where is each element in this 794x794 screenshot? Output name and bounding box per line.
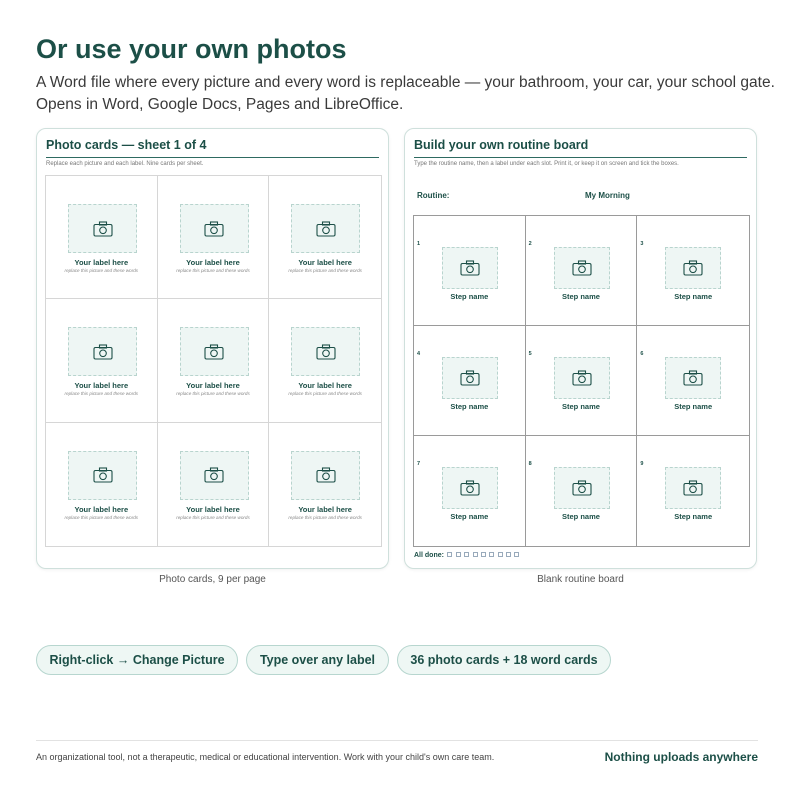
routine-grid: [413, 215, 750, 547]
all-done-label: All done:: [414, 552, 444, 559]
photo-placeholder[interactable]: [554, 247, 610, 289]
card-label[interactable]: Your label here: [298, 258, 352, 267]
photo-card[interactable]: [269, 423, 381, 546]
card-hint: replace this picture and these words: [288, 514, 362, 520]
tick-checkbox[interactable]: [498, 552, 503, 557]
photo-card[interactable]: [158, 299, 270, 422]
slot-number: 7: [417, 461, 421, 467]
slot-number: 1: [417, 241, 421, 247]
routine-slot[interactable]: [526, 326, 638, 436]
photo-placeholder[interactable]: [442, 357, 498, 399]
tick-checkbox[interactable]: [447, 552, 452, 557]
card-label[interactable]: Your label here: [186, 258, 240, 267]
page-title: Or use your own photos: [36, 34, 347, 64]
step-label[interactable]: Step name: [674, 292, 713, 301]
camera-icon: [572, 370, 592, 386]
step-label[interactable]: Step name: [674, 402, 713, 411]
card-hint: replace this picture and these words: [64, 514, 139, 520]
photo-placeholder[interactable]: [291, 451, 360, 500]
footer-privacy-note: Nothing uploads anywhere: [604, 750, 758, 764]
card-label[interactable]: Your label here: [186, 381, 240, 391]
routine-board-panel: [404, 128, 757, 569]
pill-type-over-label: Type over any label: [246, 645, 389, 675]
photo-placeholder[interactable]: [68, 327, 137, 376]
photo-cards-grid: [45, 175, 382, 547]
card-hint: replace this picture and these words: [288, 391, 362, 397]
camera-icon: [460, 260, 480, 276]
tick-checkbox[interactable]: [489, 552, 494, 557]
photo-placeholder[interactable]: [442, 467, 498, 509]
card-hint: replace this picture and these words: [176, 514, 250, 520]
card-label[interactable]: Your label here: [74, 381, 129, 391]
photo-cards-note: Replace each picture and each label. Nine cards per sheet.: [46, 161, 204, 167]
step-label[interactable]: Step name: [674, 512, 713, 521]
footer-disclaimer: An organizational tool, not a therapeutic, medical or educational intervention. Work with your child's own care team.: [36, 752, 495, 762]
camera-icon: [93, 344, 113, 360]
card-label[interactable]: Your label here: [74, 504, 129, 514]
camera-icon: [204, 221, 224, 237]
step-label[interactable]: Step name: [562, 402, 600, 411]
routine-board-caption: Blank routine board: [537, 574, 624, 585]
routine-slot[interactable]: [526, 216, 638, 326]
routine-slot[interactable]: [637, 436, 749, 546]
step-label[interactable]: Step name: [450, 292, 489, 301]
photo-placeholder[interactable]: [442, 247, 498, 289]
slot-number: 2: [528, 241, 532, 247]
routine-board-title: Build your own routine board: [414, 138, 747, 158]
routine-slot[interactable]: [637, 326, 749, 436]
routine-label: Routine:: [417, 191, 450, 200]
photo-placeholder[interactable]: [665, 467, 721, 509]
routine-board-note: Type the routine name, then a label under each slot. Print it, or keep it on screen and tick the boxes.: [414, 161, 679, 167]
camera-icon: [93, 467, 113, 483]
photo-placeholder[interactable]: [665, 247, 721, 289]
photo-card[interactable]: [269, 299, 381, 422]
slot-number: 4: [417, 351, 421, 357]
step-label[interactable]: Step name: [562, 292, 600, 301]
camera-icon: [460, 370, 480, 386]
photo-cards-panel: [36, 128, 389, 569]
photo-placeholder[interactable]: [554, 357, 610, 399]
tick-checkbox[interactable]: [506, 552, 511, 557]
photo-placeholder[interactable]: [554, 467, 610, 509]
card-hint: replace this picture and these words: [176, 391, 250, 397]
step-label[interactable]: Step name: [562, 512, 600, 521]
slot-number: 8: [528, 461, 532, 467]
tick-checkbox[interactable]: [456, 552, 461, 557]
slot-number: 9: [640, 461, 644, 467]
tick-checkbox[interactable]: [473, 552, 478, 557]
slot-number: 3: [640, 241, 644, 247]
footer-divider: [36, 740, 758, 741]
camera-icon: [683, 480, 703, 496]
all-done-row: [414, 552, 519, 559]
card-hint: replace this picture and these words: [288, 268, 362, 273]
photo-card[interactable]: [46, 176, 158, 299]
photo-placeholder[interactable]: [68, 204, 137, 253]
page-subtitle: A Word file where every picture and every word is replaceable — your bathroom, your car, your school gate. Opens in Word, Google Docs, Pages and LibreOffice.: [36, 74, 775, 113]
pill-card-count: 36 photo cards + 18 word cards: [397, 645, 611, 675]
camera-icon: [683, 260, 703, 276]
photo-placeholder[interactable]: [180, 204, 249, 253]
camera-icon: [572, 480, 592, 496]
photo-card[interactable]: [269, 176, 381, 299]
photo-placeholder[interactable]: [68, 451, 137, 500]
routine-slot[interactable]: [414, 326, 526, 436]
photo-placeholder[interactable]: [180, 327, 249, 376]
step-label[interactable]: Step name: [450, 402, 489, 411]
card-hint: replace this picture and these words: [176, 268, 250, 273]
camera-icon: [316, 344, 336, 360]
routine-slot[interactable]: [414, 436, 526, 546]
card-label[interactable]: Your label here: [298, 504, 352, 514]
card-label[interactable]: Your label here: [74, 258, 129, 267]
photo-card[interactable]: [158, 176, 270, 299]
routine-slot[interactable]: [414, 216, 526, 326]
camera-icon: [204, 467, 224, 483]
card-label[interactable]: Your label here: [298, 381, 352, 391]
camera-icon: [316, 467, 336, 483]
pill-change-picture: Right-click → Change Picture: [36, 645, 238, 675]
routine-name[interactable]: My Morning: [585, 191, 630, 200]
card-hint: replace this picture and these words: [64, 268, 139, 273]
card-label[interactable]: Your label here: [186, 504, 240, 514]
tick-checkbox[interactable]: [514, 552, 519, 557]
photo-cards-caption: Photo cards, 9 per page: [159, 574, 266, 585]
routine-slot[interactable]: [637, 216, 749, 326]
photo-placeholder[interactable]: [665, 357, 721, 399]
photo-cards-title: Photo cards — sheet 1 of 4: [46, 138, 379, 158]
photo-placeholder[interactable]: [180, 451, 249, 500]
camera-icon: [460, 480, 480, 496]
photo-card[interactable]: [158, 423, 270, 546]
camera-icon: [204, 344, 224, 360]
done-checkboxes: [444, 552, 520, 559]
camera-icon: [683, 370, 703, 386]
step-label[interactable]: Step name: [450, 512, 489, 521]
slot-number: 6: [640, 351, 644, 357]
camera-icon: [572, 260, 592, 276]
routine-slot[interactable]: [526, 436, 638, 546]
photo-placeholder[interactable]: [291, 327, 360, 376]
camera-icon: [316, 221, 336, 237]
photo-card[interactable]: [46, 299, 158, 422]
photo-card[interactable]: [46, 423, 158, 546]
slot-number: 5: [528, 351, 532, 357]
camera-icon: [93, 221, 113, 237]
tick-checkbox[interactable]: [464, 552, 469, 557]
photo-placeholder[interactable]: [291, 204, 360, 253]
tick-checkbox[interactable]: [481, 552, 486, 557]
card-hint: replace this picture and these words: [64, 391, 139, 397]
